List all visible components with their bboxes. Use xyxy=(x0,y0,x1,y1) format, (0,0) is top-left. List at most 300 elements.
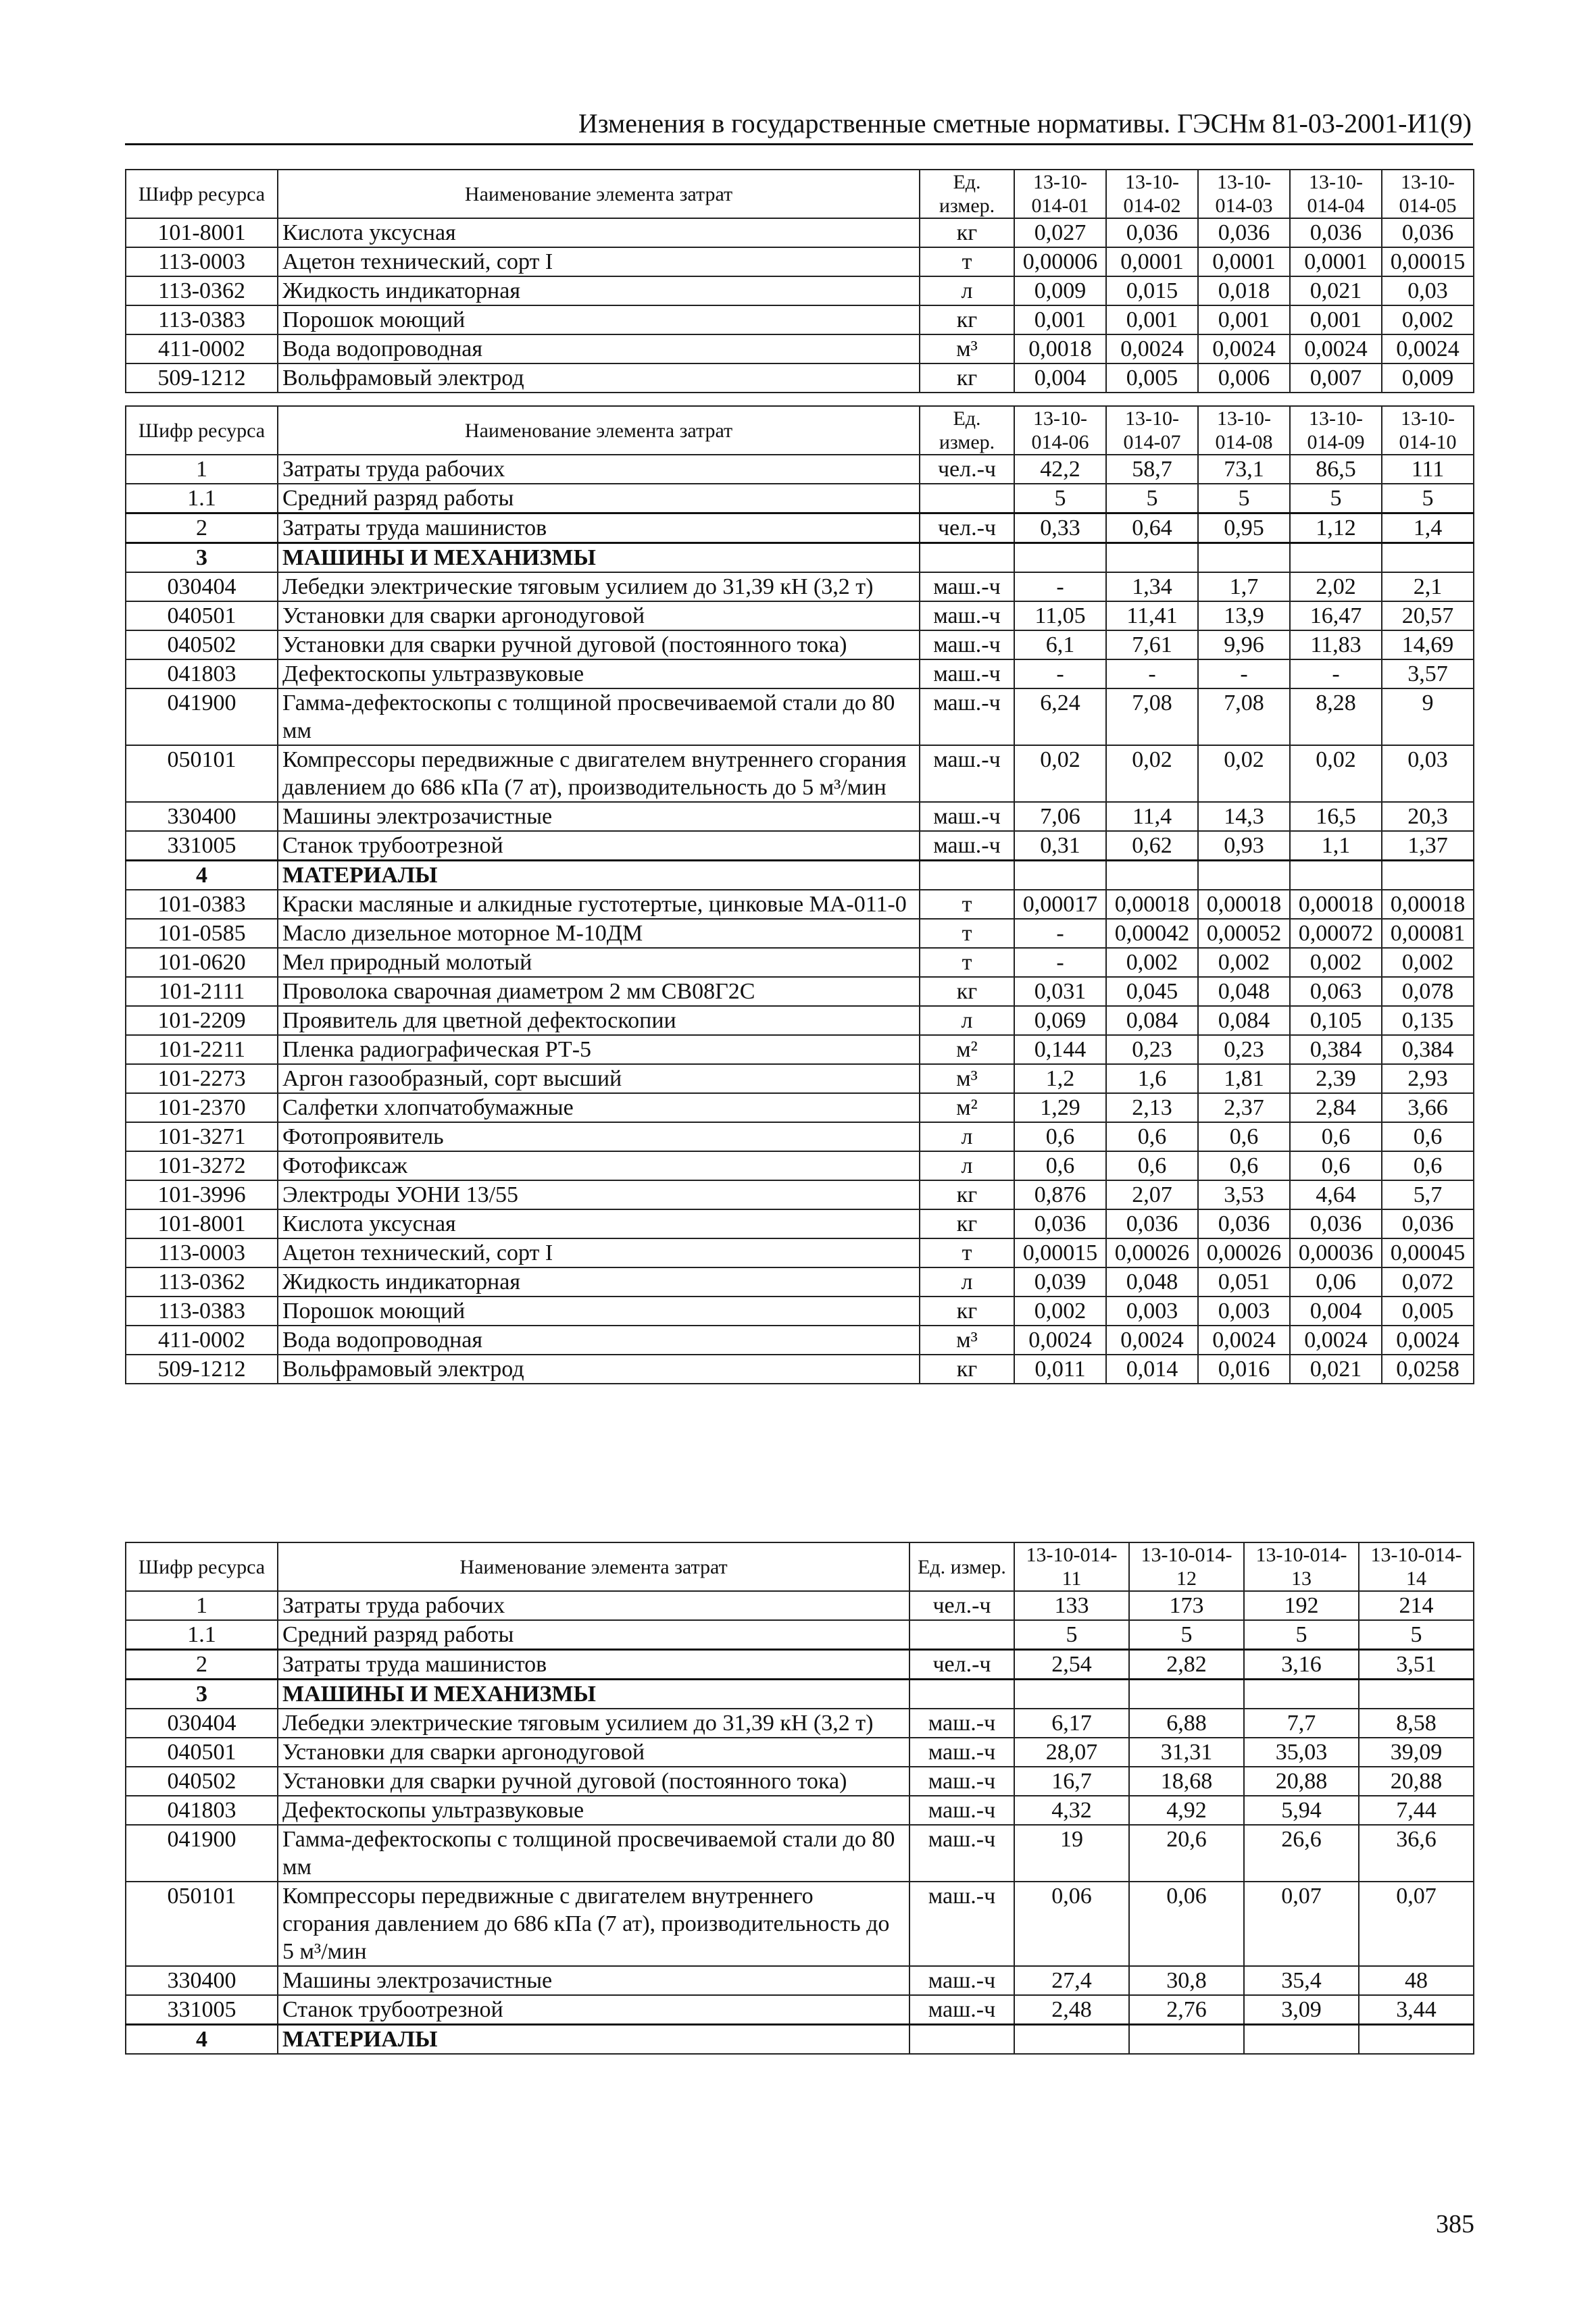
value-cell: 0,036 xyxy=(1290,218,1382,247)
col-header-norm: 13-10-014-02 xyxy=(1106,170,1198,218)
table-row xyxy=(126,1093,1474,1122)
unit-cell: т xyxy=(920,948,1014,977)
resource-name: Лебедки электрические тяговым усилием до 31,39 кН (3,2 т) xyxy=(278,572,920,601)
table-row xyxy=(126,688,1474,745)
value-cell: - xyxy=(1014,919,1106,948)
value-cell: 0,384 xyxy=(1290,1035,1382,1064)
value-cell: 0,084 xyxy=(1198,1006,1290,1035)
value-cell: 3,16 xyxy=(1244,1650,1359,1680)
resource-code: 101-0585 xyxy=(126,919,278,948)
resource-code: 113-0003 xyxy=(126,247,278,276)
value-cell: 0,021 xyxy=(1290,276,1382,305)
resource-name: Вольфрамовый электрод xyxy=(278,363,920,393)
unit-cell xyxy=(909,1680,1014,1709)
value-cell: 0,014 xyxy=(1106,1355,1198,1384)
value-cell: 0,06 xyxy=(1014,1882,1129,1966)
resource-name: Вода водопроводная xyxy=(278,334,920,363)
unit-cell: л xyxy=(920,1006,1014,1035)
table-row xyxy=(126,1591,1474,1620)
value-cell: 0,0024 xyxy=(1382,1326,1474,1355)
resource-code: 041803 xyxy=(126,659,278,688)
value-cell: 0,048 xyxy=(1106,1267,1198,1297)
value-cell: 20,3 xyxy=(1382,802,1474,831)
value-cell: 2,02 xyxy=(1290,572,1382,601)
resource-code: 411-0002 xyxy=(126,334,278,363)
unit-cell: кг xyxy=(920,218,1014,247)
unit-cell: маш.-ч xyxy=(909,1966,1014,1995)
value-cell: 0,036 xyxy=(1198,1209,1290,1238)
resource-name: МАТЕРИАЛЫ xyxy=(278,861,920,890)
value-cell: 0,6 xyxy=(1014,1122,1106,1151)
value-cell: 5 xyxy=(1129,1620,1244,1650)
resource-code: 113-0003 xyxy=(126,1238,278,1267)
value-cell: 0,027 xyxy=(1014,218,1106,247)
value-cell xyxy=(1014,2025,1129,2055)
table-row xyxy=(126,1238,1474,1267)
resource-name: Порошок моющий xyxy=(278,1297,920,1326)
value-cell: 0,105 xyxy=(1290,1006,1382,1035)
value-cell: 0,0001 xyxy=(1198,247,1290,276)
unit-cell: кг xyxy=(920,305,1014,334)
resource-code: 3 xyxy=(126,1680,278,1709)
resource-name: Станок трубоотрезной xyxy=(278,831,920,861)
resource-table-3 xyxy=(125,1542,1474,2055)
value-cell: 2,54 xyxy=(1014,1650,1129,1680)
unit-cell: м³ xyxy=(920,334,1014,363)
resource-code: 050101 xyxy=(126,1882,278,1966)
value-cell: 5 xyxy=(1244,1620,1359,1650)
value-cell: 0,6 xyxy=(1198,1122,1290,1151)
resource-code: 101-3272 xyxy=(126,1151,278,1180)
col-header-code: Шифр ресурса xyxy=(126,1542,278,1591)
resource-name: Фотопроявитель xyxy=(278,1122,920,1151)
value-cell: 27,4 xyxy=(1014,1966,1129,1995)
unit-cell: маш.-ч xyxy=(909,1882,1014,1966)
value-cell: 0,048 xyxy=(1198,977,1290,1006)
col-header-norm: 13-10-014-14 xyxy=(1359,1542,1474,1591)
value-cell: 30,8 xyxy=(1129,1966,1244,1995)
page-number: 385 xyxy=(1436,2210,1474,2238)
value-cell: 0,23 xyxy=(1198,1035,1290,1064)
value-cell: - xyxy=(1014,572,1106,601)
resource-name: Ацетон технический, сорт I xyxy=(278,247,920,276)
col-header-norm: 13-10-014-04 xyxy=(1290,170,1382,218)
resource-name: Дефектоскопы ультразвуковые xyxy=(278,1796,909,1825)
resource-name: Машины электрозачистные xyxy=(278,1966,909,1995)
value-cell: 5 xyxy=(1106,484,1198,513)
col-header-norm: 13-10-014-06 xyxy=(1014,406,1106,455)
value-cell xyxy=(1129,1680,1244,1709)
value-cell: 1,29 xyxy=(1014,1093,1106,1122)
value-cell: 0,005 xyxy=(1106,363,1198,393)
value-cell: 0,036 xyxy=(1198,218,1290,247)
value-cell: 0,036 xyxy=(1106,1209,1198,1238)
value-cell: 20,6 xyxy=(1129,1825,1244,1882)
value-cell: 5,94 xyxy=(1244,1796,1359,1825)
value-cell: 0,00018 xyxy=(1290,890,1382,919)
value-cell: 0,009 xyxy=(1014,276,1106,305)
table-row xyxy=(126,455,1474,484)
resource-name: МАТЕРИАЛЫ xyxy=(278,2025,909,2055)
section-row xyxy=(126,1680,1474,1709)
value-cell: 0,00015 xyxy=(1014,1238,1106,1267)
value-cell: 3,66 xyxy=(1382,1093,1474,1122)
value-cell: 0,6 xyxy=(1290,1151,1382,1180)
value-cell: 0,0024 xyxy=(1290,334,1382,363)
table-row xyxy=(126,948,1474,977)
unit-cell: кг xyxy=(920,977,1014,1006)
resource-code: 101-2273 xyxy=(126,1064,278,1093)
value-cell: 0,001 xyxy=(1106,305,1198,334)
value-cell: 2,84 xyxy=(1290,1093,1382,1122)
unit-cell: кг xyxy=(920,1180,1014,1209)
value-cell: 0,0024 xyxy=(1198,1326,1290,1355)
value-cell: 0,00018 xyxy=(1382,890,1474,919)
value-cell: 3,53 xyxy=(1198,1180,1290,1209)
unit-cell xyxy=(920,543,1014,573)
value-cell: 0,015 xyxy=(1106,276,1198,305)
unit-cell: маш.-ч xyxy=(909,1738,1014,1767)
value-cell: 0,031 xyxy=(1014,977,1106,1006)
value-cell: 0,03 xyxy=(1382,745,1474,802)
table-header-row xyxy=(126,170,1474,218)
table-row xyxy=(126,831,1474,861)
value-cell xyxy=(1290,543,1382,573)
resource-name: Затраты труда рабочих xyxy=(278,455,920,484)
resource-code: 101-8001 xyxy=(126,218,278,247)
resource-code: 113-0383 xyxy=(126,1297,278,1326)
table-row xyxy=(126,1995,1474,2025)
col-header-norm: 13-10-014-09 xyxy=(1290,406,1382,455)
col-header-norm: 13-10-014-08 xyxy=(1198,406,1290,455)
value-cell: 0,0024 xyxy=(1290,1326,1382,1355)
value-cell: 0,011 xyxy=(1014,1355,1106,1384)
value-cell: 0,006 xyxy=(1198,363,1290,393)
table-row xyxy=(126,890,1474,919)
value-cell: 5,7 xyxy=(1382,1180,1474,1209)
running-header xyxy=(125,109,1473,145)
resource-name: Гамма-дефектоскопы с толщиной просвечиваемой стали до 80 мм xyxy=(278,688,920,745)
value-cell: 0,00042 xyxy=(1106,919,1198,948)
col-header-norm: 13-10-014-03 xyxy=(1198,170,1290,218)
table-row xyxy=(126,1180,1474,1209)
value-cell: 0,002 xyxy=(1290,948,1382,977)
table-row xyxy=(126,919,1474,948)
resource-code: 113-0383 xyxy=(126,305,278,334)
value-cell: 0,64 xyxy=(1106,513,1198,543)
value-cell: 0,063 xyxy=(1290,977,1382,1006)
col-header-unit: Ед. измер. xyxy=(909,1542,1014,1591)
value-cell: 0,00026 xyxy=(1198,1238,1290,1267)
table-row xyxy=(126,1620,1474,1650)
table-row xyxy=(126,802,1474,831)
value-cell: 0,001 xyxy=(1290,305,1382,334)
value-cell: 0,6 xyxy=(1382,1151,1474,1180)
resource-name: Электроды УОНИ 13/55 xyxy=(278,1180,920,1209)
value-cell: 0,069 xyxy=(1014,1006,1106,1035)
resource-code: 1.1 xyxy=(126,1620,278,1650)
table-row xyxy=(126,218,1474,247)
value-cell: 9 xyxy=(1382,688,1474,745)
value-cell: 11,05 xyxy=(1014,601,1106,630)
resource-name: Проволока сварочная диаметром 2 мм СВ08Г2С xyxy=(278,977,920,1006)
unit-cell: м³ xyxy=(920,1326,1014,1355)
value-cell: - xyxy=(1198,659,1290,688)
resource-code: 101-3271 xyxy=(126,1122,278,1151)
resource-name: Станок трубоотрезной xyxy=(278,1995,909,2025)
resource-code: 509-1212 xyxy=(126,1355,278,1384)
value-cell xyxy=(1014,1680,1129,1709)
unit-cell: кг xyxy=(920,363,1014,393)
resource-code: 4 xyxy=(126,861,278,890)
unit-cell xyxy=(920,861,1014,890)
resource-code: 041900 xyxy=(126,1825,278,1882)
value-cell: 20,88 xyxy=(1244,1767,1359,1796)
table-row xyxy=(126,1796,1474,1825)
value-cell: 2,82 xyxy=(1129,1650,1244,1680)
value-cell: 1,6 xyxy=(1106,1064,1198,1093)
value-cell: 35,03 xyxy=(1244,1738,1359,1767)
resource-name: Затраты труда рабочих xyxy=(278,1591,909,1620)
resource-code: 101-2211 xyxy=(126,1035,278,1064)
value-cell: 111 xyxy=(1382,455,1474,484)
value-cell: 0,6 xyxy=(1290,1122,1382,1151)
unit-cell: кг xyxy=(920,1209,1014,1238)
resource-name: Кислота уксусная xyxy=(278,1209,920,1238)
value-cell xyxy=(1106,861,1198,890)
unit-cell: маш.-ч xyxy=(909,1995,1014,2025)
resource-code: 113-0362 xyxy=(126,1267,278,1297)
table-row xyxy=(126,484,1474,513)
resource-code: 101-2370 xyxy=(126,1093,278,1122)
value-cell xyxy=(1244,2025,1359,2055)
resource-code: 330400 xyxy=(126,1966,278,1995)
value-cell xyxy=(1106,543,1198,573)
resource-code: 101-0620 xyxy=(126,948,278,977)
table-row xyxy=(126,659,1474,688)
resource-name: Фотофиксаж xyxy=(278,1151,920,1180)
value-cell: 0,62 xyxy=(1106,831,1198,861)
value-cell: 1,4 xyxy=(1382,513,1474,543)
value-cell xyxy=(1014,861,1106,890)
value-cell: 3,57 xyxy=(1382,659,1474,688)
table-row xyxy=(126,1966,1474,1995)
unit-cell xyxy=(920,484,1014,513)
table-row xyxy=(126,1006,1474,1035)
unit-cell: чел.-ч xyxy=(920,513,1014,543)
resource-name: Салфетки хлопчатобумажные xyxy=(278,1093,920,1122)
value-cell xyxy=(1129,2025,1244,2055)
table-row xyxy=(126,1064,1474,1093)
value-cell: 0,009 xyxy=(1382,363,1474,393)
resource-name: Ацетон технический, сорт I xyxy=(278,1238,920,1267)
value-cell: 0,00018 xyxy=(1106,890,1198,919)
resource-code: 101-3996 xyxy=(126,1180,278,1209)
value-cell: 0,6 xyxy=(1106,1122,1198,1151)
resource-code: 1 xyxy=(126,1591,278,1620)
resource-code: 2 xyxy=(126,1650,278,1680)
table-row xyxy=(126,1355,1474,1384)
resource-code: 331005 xyxy=(126,1995,278,2025)
resource-code: 411-0002 xyxy=(126,1326,278,1355)
unit-cell: маш.-ч xyxy=(920,630,1014,659)
value-cell: 19 xyxy=(1014,1825,1129,1882)
value-cell: 0,02 xyxy=(1106,745,1198,802)
value-cell: 0,00036 xyxy=(1290,1238,1382,1267)
table-row xyxy=(126,977,1474,1006)
value-cell: 0,0024 xyxy=(1014,1326,1106,1355)
resource-name: Вольфрамовый электрод xyxy=(278,1355,920,1384)
table-row xyxy=(126,1882,1474,1966)
table-row xyxy=(126,1267,1474,1297)
value-cell: 0,036 xyxy=(1382,1209,1474,1238)
value-cell: 0,001 xyxy=(1198,305,1290,334)
resource-code: 030404 xyxy=(126,572,278,601)
resource-name: Машины электрозачистные xyxy=(278,802,920,831)
col-header-name: Наименование элемента затрат xyxy=(278,406,920,455)
value-cell: 0,001 xyxy=(1014,305,1106,334)
value-cell: 6,17 xyxy=(1014,1709,1129,1738)
value-cell: 5 xyxy=(1014,1620,1129,1650)
value-cell: 5 xyxy=(1382,484,1474,513)
resource-name: Компрессоры передвижные с двигателем внутреннего сгорания давлением до 686 кПа (7 ат), производительность до 5 м³/мин xyxy=(278,1882,909,1966)
resource-code: 2 xyxy=(126,513,278,543)
resource-name: Кислота уксусная xyxy=(278,218,920,247)
value-cell: 58,7 xyxy=(1106,455,1198,484)
resource-name: МАШИНЫ И МЕХАНИЗМЫ xyxy=(278,543,920,573)
value-cell: 1,1 xyxy=(1290,831,1382,861)
value-cell: 1,37 xyxy=(1382,831,1474,861)
value-cell: 0,135 xyxy=(1382,1006,1474,1035)
value-cell: 0,93 xyxy=(1198,831,1290,861)
col-header-name: Наименование элемента затрат xyxy=(278,1542,909,1591)
value-cell: 4,64 xyxy=(1290,1180,1382,1209)
value-cell: 11,41 xyxy=(1106,601,1198,630)
unit-cell: маш.-ч xyxy=(909,1825,1014,1882)
value-cell: 0,018 xyxy=(1198,276,1290,305)
resource-name: Краски масляные и алкидные густотертые, цинковые МА-011-0 xyxy=(278,890,920,919)
value-cell xyxy=(1382,861,1474,890)
table-row xyxy=(126,305,1474,334)
resource-code: 101-8001 xyxy=(126,1209,278,1238)
value-cell: 16,47 xyxy=(1290,601,1382,630)
value-cell: 42,2 xyxy=(1014,455,1106,484)
value-cell: 0,00052 xyxy=(1198,919,1290,948)
resource-name: Гамма-дефектоскопы с толщиной просвечиваемой стали до 80 мм xyxy=(278,1825,909,1882)
value-cell: - xyxy=(1014,659,1106,688)
resource-code: 1 xyxy=(126,455,278,484)
section-row xyxy=(126,543,1474,573)
value-cell: 7,08 xyxy=(1198,688,1290,745)
resource-code: 040501 xyxy=(126,601,278,630)
unit-cell xyxy=(909,2025,1014,2055)
resource-code: 040502 xyxy=(126,630,278,659)
resource-name: Средний разряд работы xyxy=(278,484,920,513)
value-cell: 3,09 xyxy=(1244,1995,1359,2025)
resource-name: Установки для сварки ручной дуговой (постоянного тока) xyxy=(278,1767,909,1796)
resource-code: 101-2209 xyxy=(126,1006,278,1035)
resource-name: Жидкость индикаторная xyxy=(278,1267,920,1297)
value-cell: 2,48 xyxy=(1014,1995,1129,2025)
col-header-norm: 13-10-014-12 xyxy=(1129,1542,1244,1591)
unit-cell: кг xyxy=(920,1355,1014,1384)
resource-code: 1.1 xyxy=(126,484,278,513)
value-cell: 0,0024 xyxy=(1198,334,1290,363)
resource-name: Установки для сварки аргонодуговой xyxy=(278,1738,909,1767)
table-header-row xyxy=(126,406,1474,455)
value-cell: 5 xyxy=(1359,1620,1474,1650)
table-row xyxy=(126,1326,1474,1355)
value-cell: 7,06 xyxy=(1014,802,1106,831)
unit-cell: чел.-ч xyxy=(920,455,1014,484)
value-cell: - xyxy=(1106,659,1198,688)
value-cell: 0,02 xyxy=(1014,745,1106,802)
section-row xyxy=(126,861,1474,890)
value-cell: 8,28 xyxy=(1290,688,1382,745)
value-cell: 0,045 xyxy=(1106,977,1198,1006)
table-row xyxy=(126,1297,1474,1326)
resource-code: 040502 xyxy=(126,1767,278,1796)
unit-cell xyxy=(909,1620,1014,1650)
resource-code: 4 xyxy=(126,2025,278,2055)
resource-table-2 xyxy=(125,405,1474,1384)
col-header-unit: Ед. измер. xyxy=(920,170,1014,218)
value-cell: 0,051 xyxy=(1198,1267,1290,1297)
value-cell: 2,93 xyxy=(1382,1064,1474,1093)
unit-cell: чел.-ч xyxy=(909,1650,1014,1680)
table-row xyxy=(126,247,1474,276)
value-cell: 26,6 xyxy=(1244,1825,1359,1882)
unit-cell: чел.-ч xyxy=(909,1591,1014,1620)
value-cell: 0,016 xyxy=(1198,1355,1290,1384)
value-cell: 0,00045 xyxy=(1382,1238,1474,1267)
section-row xyxy=(126,2025,1474,2055)
resource-code: 101-0383 xyxy=(126,890,278,919)
value-cell: 0,95 xyxy=(1198,513,1290,543)
value-cell: 7,7 xyxy=(1244,1709,1359,1738)
value-cell: 0,002 xyxy=(1198,948,1290,977)
value-cell: 0,0024 xyxy=(1106,334,1198,363)
col-header-norm: 13-10-014-05 xyxy=(1382,170,1474,218)
value-cell: 0,06 xyxy=(1129,1882,1244,1966)
value-cell: 0,00006 xyxy=(1014,247,1106,276)
value-cell: 48 xyxy=(1359,1966,1474,1995)
value-cell xyxy=(1244,1680,1359,1709)
value-cell: 6,24 xyxy=(1014,688,1106,745)
value-cell: 35,4 xyxy=(1244,1966,1359,1995)
value-cell: 0,00015 xyxy=(1382,247,1474,276)
resource-code: 101-2111 xyxy=(126,977,278,1006)
col-header-code: Шифр ресурса xyxy=(126,170,278,218)
unit-cell: л xyxy=(920,1151,1014,1180)
unit-cell: маш.-ч xyxy=(909,1767,1014,1796)
value-cell: 7,61 xyxy=(1106,630,1198,659)
resource-code: 041900 xyxy=(126,688,278,745)
resource-name: Дефектоскопы ультразвуковые xyxy=(278,659,920,688)
value-cell: 0,003 xyxy=(1198,1297,1290,1326)
table-row xyxy=(126,1650,1474,1680)
resource-name: Затраты труда машинистов xyxy=(278,1650,909,1680)
value-cell: 28,07 xyxy=(1014,1738,1129,1767)
value-cell: 0,002 xyxy=(1106,948,1198,977)
unit-cell: маш.-ч xyxy=(920,688,1014,745)
value-cell: 0,039 xyxy=(1014,1267,1106,1297)
col-header-norm: 13-10-014-13 xyxy=(1244,1542,1359,1591)
value-cell: 0,876 xyxy=(1014,1180,1106,1209)
value-cell: 0,00081 xyxy=(1382,919,1474,948)
value-cell: 0,036 xyxy=(1382,218,1474,247)
resource-name: Компрессоры передвижные с двигателем внутреннего сгорания давлением до 686 кПа (7 ат), производительность до 5 м³/мин xyxy=(278,745,920,802)
